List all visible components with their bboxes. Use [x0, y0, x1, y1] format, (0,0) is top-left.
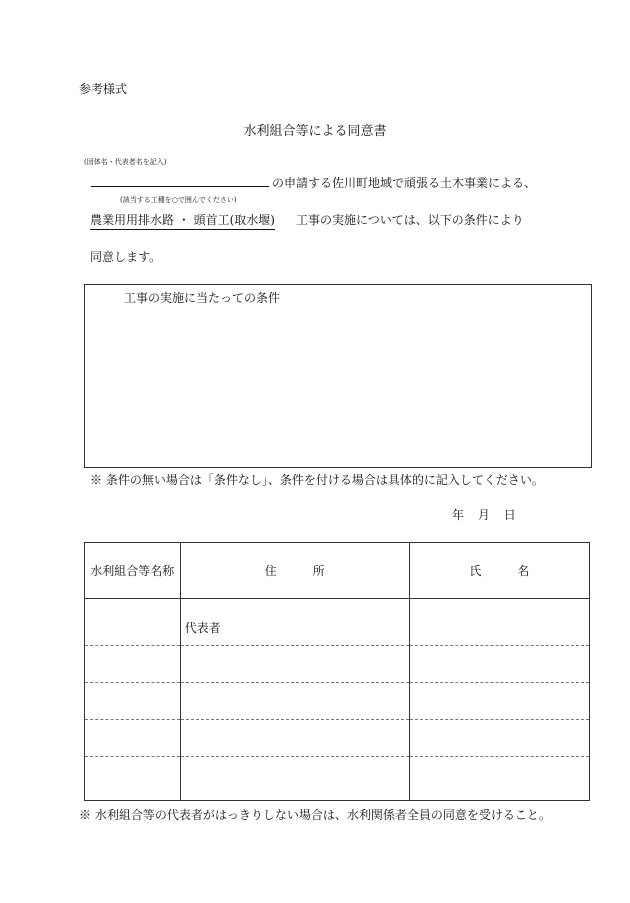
document-title: 水利組合等による同意書 [243, 124, 387, 139]
date-day: 日 [503, 508, 516, 522]
address-cell[interactable] [180, 757, 409, 801]
conditions-box[interactable] [84, 284, 592, 468]
address-cell[interactable] [180, 720, 409, 757]
header-association-name: 水利組合等名称 [85, 543, 181, 599]
date-line[interactable] [452, 506, 516, 523]
address-cell[interactable] [180, 646, 409, 683]
table-header-row [85, 543, 590, 599]
signature-table [84, 542, 590, 801]
name-cell[interactable] [409, 646, 589, 683]
org-name-note: (団体名・代表者名を記入) [84, 158, 167, 166]
header-address: 住 所 [180, 543, 409, 599]
intro-line-3: 同意します。 [90, 250, 162, 264]
intro-line-1: の申請する佐川町地域で頑張る土木事業による、 [272, 176, 537, 190]
intro-line-2: 工事の実施については、以下の条件により [296, 213, 524, 227]
association-name-cell[interactable] [85, 683, 181, 720]
work-type-note: (該当する工種を○で囲んでください) [120, 196, 237, 204]
table-row [85, 720, 590, 757]
name-cell[interactable] [409, 599, 589, 646]
footer-note: ※ 水利組合等の代表者がはっきりしない場合は、水利関係者全員の同意を受けること。 [79, 808, 551, 822]
conditions-title: 工事の実施に当たっての条件 [124, 291, 281, 305]
name-cell[interactable] [409, 683, 589, 720]
header-name: 氏 名 [409, 543, 589, 599]
table-row [85, 683, 590, 720]
name-cell[interactable] [409, 757, 589, 801]
table-row [85, 757, 590, 801]
address-cell[interactable] [180, 599, 409, 646]
org-name-blank[interactable] [91, 186, 269, 187]
table-row [85, 599, 590, 646]
date-year: 年 [452, 508, 465, 522]
date-month: 月 [477, 508, 490, 522]
conditions-note: ※ 条件の無い場合は「条件なし」、条件を付ける場合は具体的に記入してください。 [90, 473, 544, 487]
name-cell[interactable] [409, 720, 589, 757]
association-name-cell[interactable] [85, 646, 181, 683]
association-name-cell[interactable] [85, 720, 181, 757]
association-name-cell[interactable] [85, 757, 181, 801]
address-cell[interactable] [180, 683, 409, 720]
work-type-options[interactable]: 農業用用排水路 ・ 頭首工(取水堰) [90, 211, 275, 230]
form-label: 参考様式 [79, 82, 128, 96]
representative-label: 代表者 [184, 620, 221, 635]
association-name-cell[interactable] [85, 599, 181, 646]
table-row [85, 646, 590, 683]
